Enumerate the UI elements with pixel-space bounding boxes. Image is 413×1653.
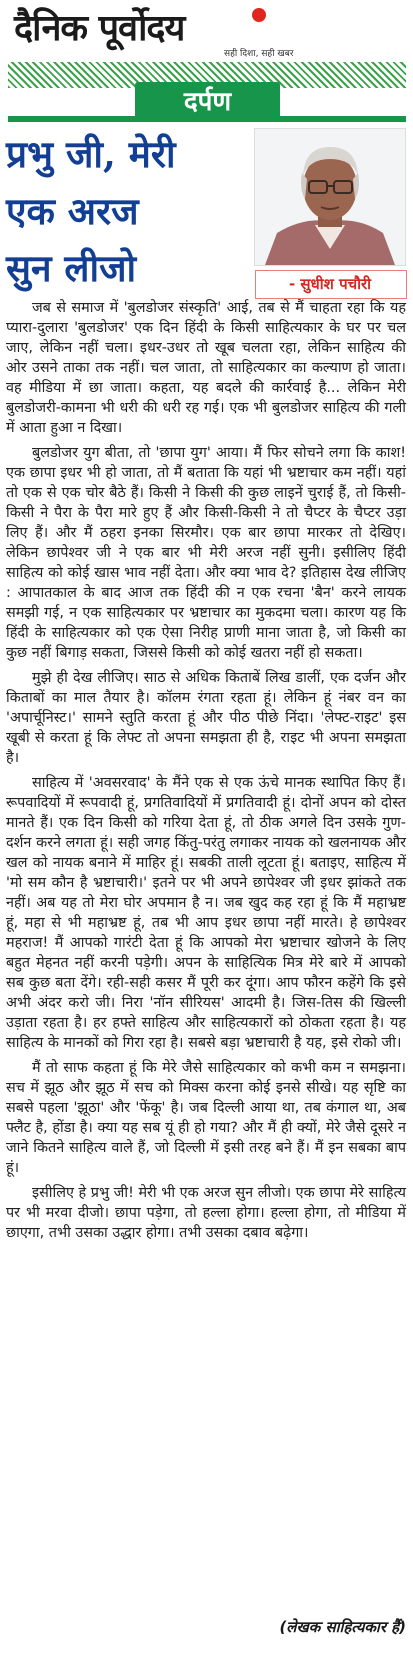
headline-line: एक अरज: [6, 189, 139, 233]
article-paragraph: बुलडोजर युग बीता, तो 'छापा युग' आया। मैं फिर सोचने लगा कि काश! एक छापा इधर भी हो जाता, तो मैं बताता कि यहां भी भ्रष्टाचार कम नहीं। यहां तो एक से एक चोर बैठे हैं। किसी ने किसी की कुछ लाइनें चुराई हैं, तो किसी-किसी ने पैरा के पैरा मारे हुए हैं और किसी-किसी ने तो चैप्टर के चैप्टर उड़ा लिए हैं। और मैं ठहरा इनका सिरमौर। एक बार छापा मारकर तो देखिए। लेकिन छापेश्वर जी ने एक बार भी मेरी अरज नहीं सुनी। इसीलिए हिंदी साहित्य को कोई खास भाव नहीं देता। और क्या भाव दे? इतिहास देख लीजिए : आपातकाल के बाद आज तक हिंदी की न एक रचना 'बैन' करने लायक समझी गई, न एक साहित्यकार पर भ्रष्टाचार का मुकदमा चला। कारण यह कि हिंदी के साहित्यकार को एक ऐसा निरीह प्राणी माना जाता है, जो किसी का कुछ नहीं बिगाड़ सकता, जिससे किसी को कोई खतरा नहीं हो सकता।: [6, 445, 406, 661]
author-byline: - सुधीश पचौरी: [288, 275, 372, 293]
headline: [6, 126, 246, 297]
newspaper-tagline: सही दिशा, सही खबर: [224, 49, 294, 59]
article-paragraph: जब से समाज में 'बुलडोजर संस्कृति' आई, तब से मैं चाहता रहा कि यह प्यारा-दुलारा 'बुलडोजर' एक दिन हिंदी के किसी साहित्यकार के घर पर चल जाए, लेकिन नहीं चला। इधर-उधर तो खूब चलता रहा, लेकिन साहित्य की ओर उसने ताका तक नहीं। चल जाता, तो साहित्यकार का कल्याण हो जाता। वह मीडिया में छा जाता। कहता, यह बदले की कार्रवाई है... लेकिन मेरी बुलडोजरी-कामना भी धरी की धरी रह गई। एक भी बुलडोजर साहित्य की गली में आता हुआ न दिखा।: [6, 300, 406, 436]
headline-line: प्रभु जी, मेरी: [6, 132, 176, 176]
article-paragraph: साहित्य में 'अवसरवाद' के मैंने एक से एक ऊंचे मानक स्थापित किए हैं। रूपवादियों में रूपवादी हूं, प्रगतिवादियों में प्रगतिवादी हूं। दोनों अपन को दोस्त मानते हैं। एक दिन किसी को गरिया देता हूं, तो ठीक अगले दिन उसके गुण-दर्शन करने लगता हूं। सही जगह किंतु-परंतु लगाकर नायक को खलनायक और खल को नायक बनाने में माहिर हूं। सबकी ताली लूटता हूं। बताइए, साहित्य में 'मो सम कौन है भ्रष्टाचारी।' इतने पर भी अपने छापेश्वर जी इधर झांकते तक नहीं। अब यह तो मेरा घोर अपमान है न। जब खुद कह रहा हूं कि मैं महाभ्रष्ट हूं, महा से भी महाभ्रष्ट हूं, तब भी आप इधर छापा नहीं मारते। हे छापेश्वर महराज! मैं आपको गारंटी देता हूं कि आपको मेरा भ्रष्टाचार खोजने के लिए बहुत मेहनत नहीं करनी पड़ेगी। अपन के साहित्यिक मित्र मेरे बारे में आपको सब कुछ बता देंगे। रही-सही कसर मैं पूरी कर दूंगा। आप फौरन कहेंगे कि इसे अभी अंदर करो जी। निरा 'नॉन सीरियस' आदमी है। जिस-तिस की खिल्ली उड़ाता रहता है। हर हफ्ते साहित्य और साहित्यकारों को ठोकता रहता है। यह साहित्य के मानकों को गिरा रहा है। सबसे बड़ा भ्रष्टाचारी है यह, इसे रोको जी।: [6, 775, 406, 1051]
article-paragraph: इसीलिए हे प्रभु जी! मेरी भी एक अरज सुन लीजो। एक छापा मेरे साहित्य पर भी मरवा दीजो। छापा पड़ेगा, तो हल्ला होगा। हल्ला होगा, तो मीडिया में छाएगा, तभी उसका उद्धार होगा। तभी उसका दबाव बढ़ेगा।: [6, 1185, 406, 1241]
article-body: [6, 298, 406, 1248]
sun-logo-icon: [252, 8, 266, 22]
author-photo: [254, 128, 406, 266]
masthead: [0, 0, 413, 66]
author-note: (लेखक साहित्यकार हैं): [279, 1618, 406, 1636]
article-paragraph: मैं तो साफ कहता हूं कि मेरे जैसे साहित्यकार को कभी कम न समझना। सच में झूठ और झूठ में सच को मिक्स करना कोई इनसे सीखे। यह सृष्टि का सबसे पहला 'झूठा' और 'फेंकू' है। जब दिल्ली आया था, तब कंगाल था, अब फ्लैट है, होंडा है। क्या यह सब यूं ही हो गया? और मैं ही क्यों, मेरे जैसे दूसरे न जाने कितने साहित्य वाले हैं, जो दिल्ली में इसी तरह बने हैं। मैं इन सबका बाप हूं।: [6, 1060, 406, 1176]
section-label: दर्पण: [135, 82, 280, 122]
author-portrait-icon: [255, 129, 405, 265]
article-paragraph: मुझे ही देख लीजिए। साठ से अधिक किताबें लिख डालीं, एक दर्जन और किताबों का माल तैयार है। कॉलम रंगता रहता हूं। लेकिन हूं नंबर वन का 'अपार्चूनिस्ट।' सामने स्तुति करता हूं और पीठ पीछे निंदा। 'लेफ्ट-राइट' इस खूबी से करता हूं कि लेफ्ट तो अपना समझता ही है, राइट भी अपना समझता है।: [6, 670, 406, 766]
newspaper-name: दैनिक पूर्वोदय: [14, 7, 185, 49]
headline-line: सुन लीजो: [6, 246, 137, 290]
